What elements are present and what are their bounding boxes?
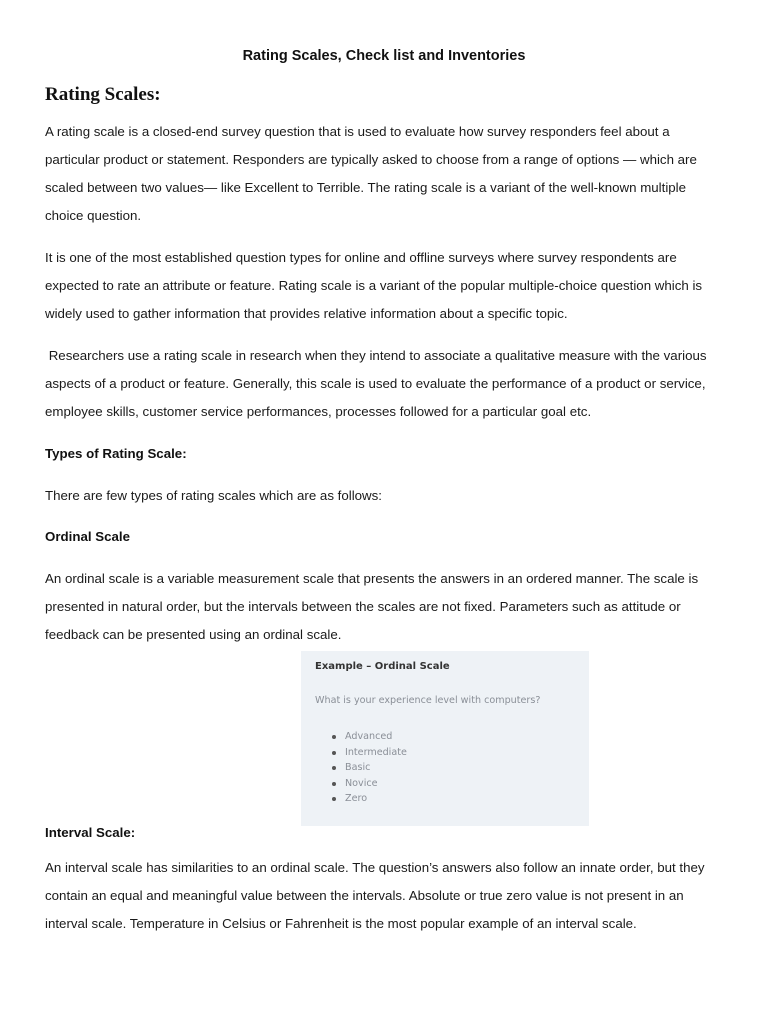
document-title: Rating Scales, Check list and Inventories (242, 48, 526, 64)
example-option: Zero (331, 791, 407, 807)
example-option: Novice (331, 776, 407, 792)
types-heading: Types of Rating Scale: (45, 446, 187, 461)
example-options-list (331, 729, 407, 807)
example-title: Example – Ordinal Scale (315, 661, 450, 672)
ordinal-heading: Ordinal Scale (45, 529, 130, 544)
paragraph-researchers: Researchers use a rating scale in research when they intend to associate a qualitative measure with the various aspects of a product or feature. Generally, this scale is used to evaluate the performance of a product or service, employee skills, customer service performances, processes followed for a particular goal etc. (45, 348, 711, 419)
section-heading-rating-scales: Rating Scales: (45, 84, 161, 105)
paragraph-ordinal: An ordinal scale is a variable measurement scale that presents the answers in an ordered manner. The scale is presented in natural order, but the intervals between the scales are not fixed. Parameters such as attitude or feedback can be presented using an ordinal scale. (45, 571, 699, 642)
types-intro: There are few types of rating scales which are as follows: (45, 488, 383, 503)
paragraph-definition: A rating scale is a closed-end survey question that is used to evaluate how survey responders feel about a particular product or statement. Responders are typically asked to choose from a range of options — which are scaled between two values— like Excellent to Terrible. The rating scale is a variant of the well-known multiple choice question. (45, 124, 697, 223)
example-option: Basic (331, 760, 407, 776)
example-question: What is your experience level with computers? (315, 695, 541, 706)
example-option: Advanced (331, 729, 407, 745)
example-option: Intermediate (331, 745, 407, 761)
interval-heading: Interval Scale: (45, 825, 136, 840)
ordinal-example-figure (301, 651, 589, 826)
paragraph-established: It is one of the most established question types for online and offline surveys where survey respondents are expected to rate an attribute or feature. Rating scale is a variant of the popular multiple-choice question which is widely used to gather information that provides relative information about a specific topic. (45, 250, 703, 321)
paragraph-interval: An interval scale has similarities to an ordinal scale. The question’s answers also follow an innate order, but they contain an equal and meaningful value between the intervals. Absolute or true zero value is not present in an interval scale. Temperature in Celsius or Fahrenheit is the most popular example of an interval scale. (45, 860, 705, 931)
